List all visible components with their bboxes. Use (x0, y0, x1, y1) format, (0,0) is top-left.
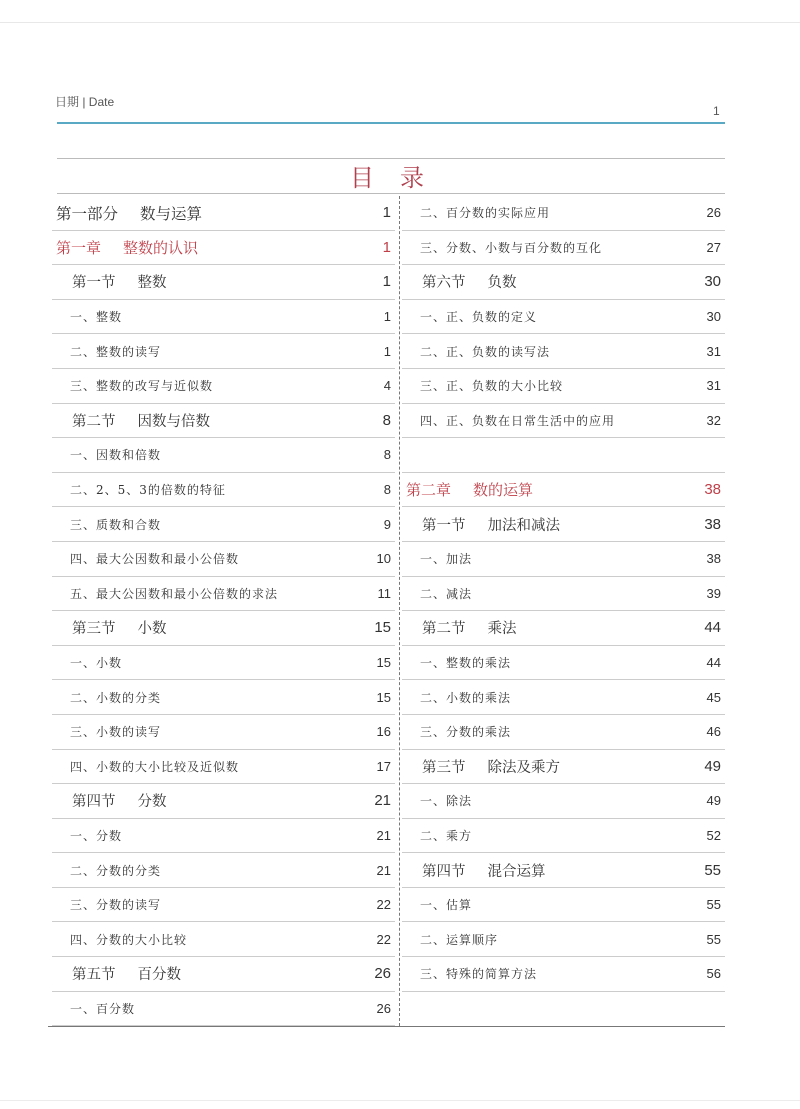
toc-entry-label (402, 343, 550, 360)
toc-item-row (52, 542, 395, 577)
toc-entry-number: 第一部分 (56, 204, 119, 223)
toc-section-row (52, 611, 395, 646)
toc-item-row (402, 922, 725, 957)
toc-item-row (52, 888, 395, 923)
toc-entry-title: 数的运算 (473, 481, 534, 500)
toc-entry-label (52, 308, 122, 325)
toc-entry-label (402, 412, 615, 429)
toc-entry-number: 第二章 (406, 481, 452, 500)
toc-entry-number: 二、2、5、3的倍数的特征 (70, 483, 226, 498)
toc-section-row (402, 265, 725, 300)
toc-entry-number: 三、正、负数的大小比较 (420, 379, 564, 394)
toc-item-row (52, 507, 395, 542)
toc-entry-title: 分数 (137, 794, 167, 811)
toc-page-number: 8 (383, 482, 391, 498)
toc-entry-number: 五、最大公因数和最小公倍数的求法 (70, 586, 279, 601)
toc-entry-number: 一、正、负数的定义 (420, 310, 538, 325)
toc-page-number: 32 (706, 412, 721, 428)
toc-page-number: 15 (374, 619, 391, 637)
toc-chapter-row (52, 231, 395, 266)
toc-entry-label (402, 308, 537, 325)
toc-entry-number: 一、因数和倍数 (70, 448, 162, 463)
toc-entry-label (52, 654, 122, 671)
toc-page-number: 15 (376, 689, 391, 705)
scan-edge-bottom (0, 1100, 800, 1101)
toc-entry-title: 百分数 (137, 967, 181, 984)
toc-entry-number: 二、百分数的实际应用 (420, 206, 551, 221)
toc-page-number: 21 (376, 862, 391, 878)
toc-entry-label (402, 479, 533, 500)
toc-entry-label (402, 860, 546, 881)
toc-entry-label (52, 931, 187, 948)
toc-entry-number: 第三节 (72, 621, 116, 638)
toc-entry-number: 四、分数的大小比较 (70, 932, 188, 947)
title-bottom-rule (57, 193, 725, 194)
toc-item-row (402, 404, 725, 439)
toc-page-number: 44 (706, 655, 721, 671)
toc-entry-label (52, 790, 167, 811)
toc-item-row (402, 196, 725, 231)
toc-left-column (52, 196, 395, 1026)
toc-part-row (52, 196, 395, 231)
toc-page-number: 55 (706, 897, 721, 913)
toc-entry-label (402, 756, 560, 777)
bottom-rule (48, 1026, 725, 1027)
toc-entry-number: 一、整数的乘法 (420, 656, 512, 671)
toc-item-row (402, 819, 725, 854)
toc-page-number: 56 (706, 966, 721, 982)
toc-entry-label (402, 377, 563, 394)
toc-page-number: 38 (704, 515, 721, 533)
toc-entry-number: 四、最大公因数和最小公倍数 (70, 552, 240, 567)
toc-entry-label (402, 965, 537, 982)
toc-page-number: 1 (382, 273, 391, 291)
toc-item-row (402, 369, 725, 404)
toc-entry-label (52, 516, 161, 533)
toc-entry-number: 一、整数 (70, 310, 123, 325)
toc-entry-label (52, 1000, 135, 1017)
toc-entry-label (402, 931, 498, 948)
toc-section-row (402, 750, 725, 785)
toc-item-row (52, 300, 395, 335)
toc-entry-title: 整数 (137, 275, 167, 292)
toc-entry-label (52, 202, 202, 224)
toc-page-number: 31 (706, 378, 721, 394)
toc-page-number: 49 (704, 757, 721, 775)
toc-blank-row (402, 438, 725, 473)
toc-page-number: 17 (376, 758, 391, 774)
toc-entry-number: 二、减法 (420, 586, 473, 601)
toc-entry-number: 三、小数的读写 (70, 725, 162, 740)
toc-section-row (402, 611, 725, 646)
toc-entry-title: 混合运算 (487, 863, 546, 880)
toc-entry-title: 小数 (137, 621, 167, 638)
toc-page-number: 52 (706, 827, 721, 843)
toc-item-row (52, 680, 395, 715)
toc-entry-number: 第二节 (72, 413, 116, 430)
toc-section-row (52, 784, 395, 819)
toc-page-number: 1 (383, 343, 391, 359)
header-rule (57, 122, 725, 124)
toc-item-row (52, 750, 395, 785)
toc-entry-number: 二、整数的读写 (70, 344, 162, 359)
toc-entry-number: 第四节 (422, 863, 466, 880)
toc-entry-number: 一、加法 (420, 552, 473, 567)
toc-page-number: 15 (376, 655, 391, 671)
toc-entry-number: 一、除法 (420, 794, 473, 809)
toc-entry-number: 三、分数的乘法 (420, 725, 512, 740)
toc-item-row (402, 680, 725, 715)
toc-entry-number: 一、百分数 (70, 1001, 136, 1016)
toc-page-number: 31 (706, 343, 721, 359)
toc-entry-label (52, 827, 122, 844)
toc-item-row (52, 853, 395, 888)
toc-entry-label (52, 689, 161, 706)
toc-entry-label (402, 723, 511, 740)
toc-page-number: 49 (706, 793, 721, 809)
toc-entry-label (52, 410, 210, 431)
toc-entry-number: 二、正、负数的读写法 (420, 344, 551, 359)
toc-entry-label (52, 481, 226, 498)
toc-entry-number: 第六节 (422, 275, 466, 292)
toc-entry-number: 三、特殊的简算方法 (420, 967, 538, 982)
toc-entry-number: 三、整数的改写与近似数 (70, 379, 214, 394)
toc-item-row (402, 957, 725, 992)
toc-page-number: 26 (376, 1000, 391, 1016)
toc-entry-number: 第五节 (72, 967, 116, 984)
toc-chapter-row (402, 473, 725, 508)
toc-page-number: 8 (382, 411, 391, 429)
toc-page-number: 8 (383, 447, 391, 463)
toc-entry-number: 三、分数、小数与百分数的互化 (420, 240, 603, 255)
toc-entry-number: 一、分数 (70, 828, 123, 843)
toc-page-number: 26 (706, 205, 721, 221)
toc-page-number: 39 (706, 585, 721, 601)
toc-page-number: 55 (706, 931, 721, 947)
toc-section-row (52, 957, 395, 992)
toc-entry-title: 加法和减法 (487, 517, 560, 534)
toc-item-row (52, 438, 395, 473)
toc-entry-number: 二、小数的乘法 (420, 690, 512, 705)
toc-entry-label (402, 617, 517, 638)
toc-item-row (402, 646, 725, 681)
toc-page-number: 26 (374, 965, 391, 983)
toc-item-row (402, 300, 725, 335)
column-divider (399, 196, 400, 1026)
toc-entry-number: 第一节 (422, 517, 466, 534)
toc-entry-label (402, 792, 472, 809)
toc-right-column (402, 196, 725, 992)
toc-page-number: 22 (376, 897, 391, 913)
toc-page-number: 27 (706, 239, 721, 255)
toc-page-number: 45 (706, 689, 721, 705)
toc-entry-label (52, 758, 239, 775)
toc-item-row (52, 473, 395, 508)
toc-entry-label (402, 271, 517, 292)
toc-page-number: 1 (382, 238, 391, 256)
toc-entry-label (52, 585, 278, 602)
toc-page-number: 1 (382, 204, 391, 222)
toc-entry-label (52, 343, 161, 360)
toc-entry-number: 一、估算 (420, 898, 473, 913)
toc-item-row (52, 369, 395, 404)
toc-item-row (402, 715, 725, 750)
toc-entry-label (52, 963, 181, 984)
toc-entry-label (52, 271, 167, 292)
toc-page-number: 4 (383, 378, 391, 394)
toc-item-row (402, 334, 725, 369)
toc-section-row (402, 507, 725, 542)
toc-entry-number: 二、小数的分类 (70, 690, 162, 705)
toc-page-number: 11 (377, 585, 391, 601)
toc-entry-label (52, 896, 161, 913)
toc-entry-label (402, 585, 472, 602)
toc-entry-label (402, 654, 511, 671)
toc-entry-number: 第三节 (422, 759, 466, 776)
toc-entry-number: 第二节 (422, 621, 466, 638)
toc-entry-number: 一、小数 (70, 656, 123, 671)
toc-page-number: 38 (706, 551, 721, 567)
toc-entry-title: 数与运算 (140, 204, 203, 223)
toc-page-number: 21 (374, 792, 391, 810)
toc-entry-title: 除法及乘方 (487, 759, 560, 776)
toc-entry-label (402, 896, 472, 913)
toc-entry-number: 二、分数的分类 (70, 863, 162, 878)
toc-entry-number: 第四节 (72, 794, 116, 811)
toc-entry-title: 整数的认识 (123, 238, 199, 257)
toc-item-row (52, 715, 395, 750)
toc-entry-label (402, 550, 472, 567)
toc-page-number: 16 (376, 724, 391, 740)
toc-item-row (52, 922, 395, 957)
toc-page-number: 30 (704, 273, 721, 291)
page-title: 目录 (350, 164, 450, 192)
toc-entry-number: 三、分数的读写 (70, 898, 162, 913)
toc-page-number: 55 (704, 861, 721, 879)
toc-page-number: 44 (704, 619, 721, 637)
toc-entry-number: 四、正、负数在日常生活中的应用 (420, 413, 616, 428)
toc-page-number: 46 (706, 724, 721, 740)
toc-entry-number: 二、乘方 (420, 828, 473, 843)
toc-entry-label (52, 550, 239, 567)
toc-item-row (52, 646, 395, 681)
toc-entry-label (402, 827, 472, 844)
toc-item-row (52, 334, 395, 369)
toc-entry-label (402, 689, 511, 706)
toc-entry-number: 第一章 (56, 238, 102, 257)
toc-entry-label (402, 239, 602, 256)
toc-entry-label (52, 377, 213, 394)
toc-page-number: 10 (376, 551, 391, 567)
toc-page-number: 21 (376, 827, 391, 843)
toc-entry-title: 因数与倍数 (137, 413, 210, 430)
toc-page-number: 38 (704, 481, 721, 499)
toc-item-row (402, 231, 725, 266)
toc-entry-number: 二、运算顺序 (420, 932, 499, 947)
toc-section-row (402, 853, 725, 888)
toc-entry-label (402, 204, 550, 221)
toc-item-row (402, 577, 725, 612)
toc-page-number: 9 (383, 516, 391, 532)
toc-entry-label (52, 617, 167, 638)
toc-entry-title: 负数 (487, 275, 517, 292)
toc-item-row (52, 577, 395, 612)
toc-entry-label (52, 237, 198, 258)
toc-item-row (402, 542, 725, 577)
toc-entry-label (52, 862, 161, 879)
toc-entry-number: 四、小数的大小比较及近似数 (70, 759, 240, 774)
toc-item-row (52, 992, 395, 1027)
toc-page-number: 1 (383, 309, 391, 325)
toc-item-row (402, 784, 725, 819)
toc-entry-label (52, 723, 161, 740)
toc-entry-title: 乘法 (487, 621, 517, 638)
date-label: 日期 | Date (55, 95, 115, 109)
toc-entry-number: 第一节 (72, 275, 116, 292)
page-number: 1 (713, 104, 720, 118)
toc-page-number: 30 (706, 309, 721, 325)
toc-page-number: 22 (376, 931, 391, 947)
toc-entry-label (402, 514, 560, 535)
toc-entry-label (52, 446, 161, 463)
toc-item-row (402, 888, 725, 923)
toc-section-row (52, 265, 395, 300)
scan-edge-top (0, 22, 800, 23)
toc-section-row (52, 404, 395, 439)
toc-item-row (52, 819, 395, 854)
toc-entry-number: 三、质数和合数 (70, 517, 162, 532)
